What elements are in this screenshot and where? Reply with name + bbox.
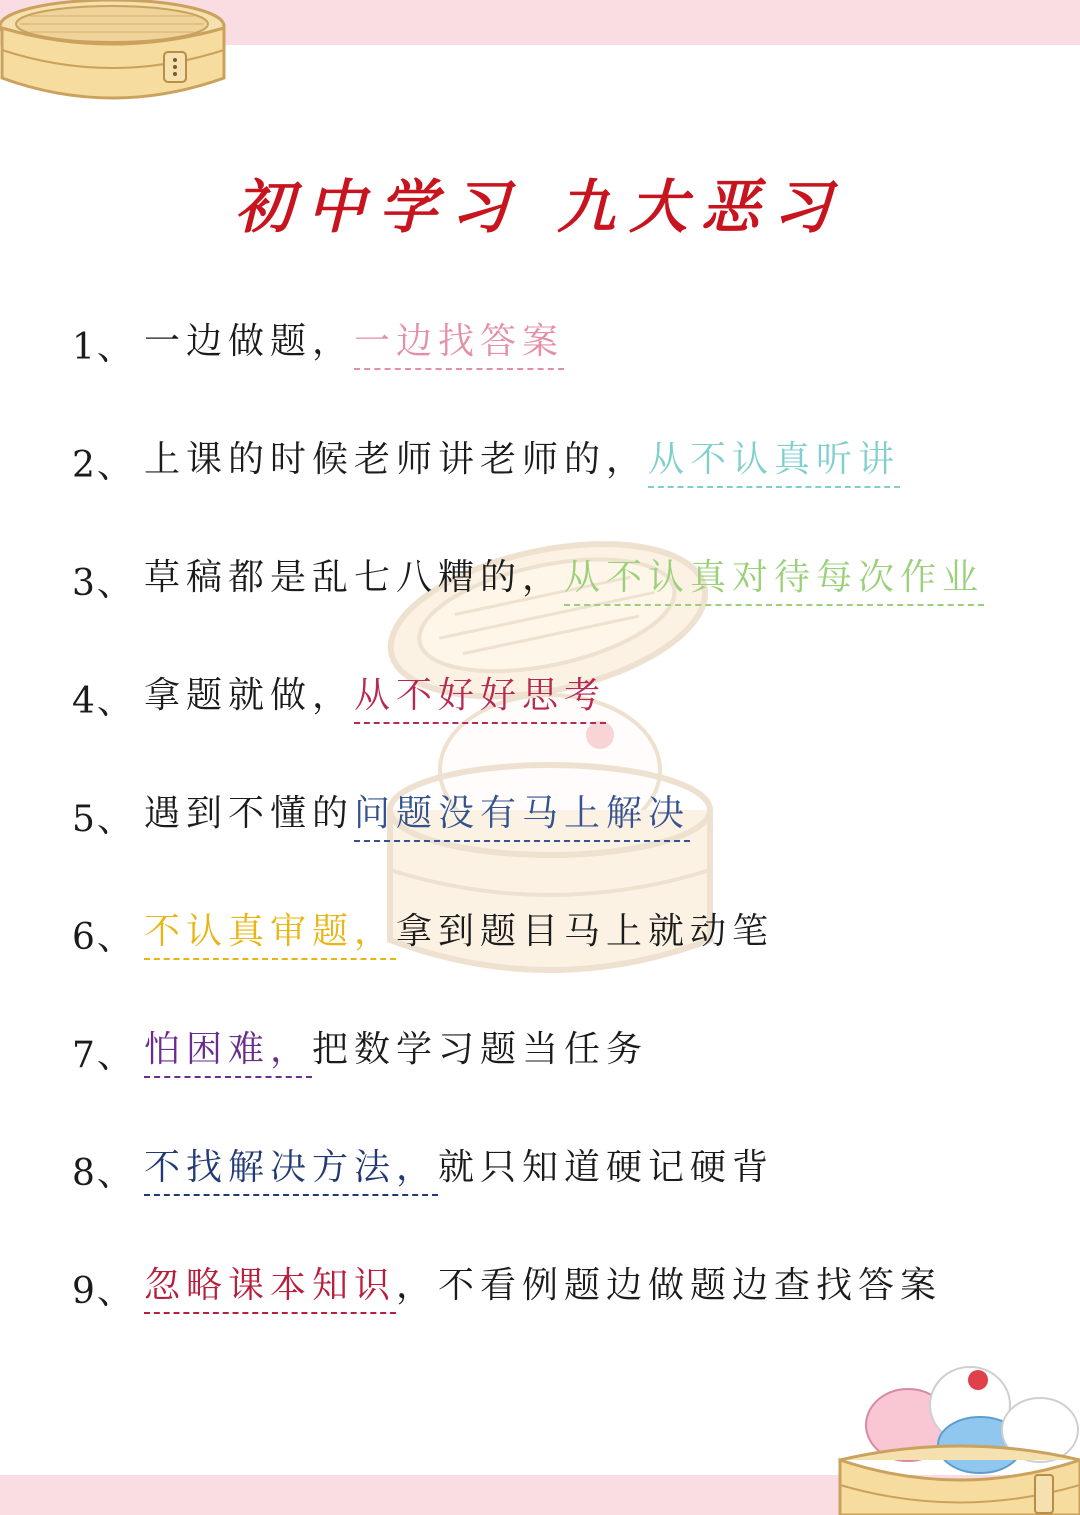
highlighted-phrase: 从不认真听讲 [648, 431, 900, 488]
highlighted-phrase: 不认真审题， [144, 903, 396, 960]
list-item [72, 654, 1032, 724]
item-text: 遇到不懂的 [144, 793, 355, 834]
list-item [72, 772, 1032, 842]
highlighted-phrase: 怕困难， [144, 1021, 312, 1078]
item-text: 拿题就做， [144, 675, 355, 716]
steamer-characters-icon [830, 1350, 1080, 1515]
list-item [72, 300, 1032, 370]
item-number: 3、 [72, 563, 135, 604]
item-number: 1、 [72, 327, 135, 368]
highlighted-phrase: 从不认真对待每次作业 [564, 549, 984, 606]
item-number: 9、 [72, 1271, 135, 1312]
highlighted-phrase: 一边找答案 [354, 313, 564, 370]
item-text: ，不看例题边做题边查找答案 [396, 1265, 943, 1306]
item-number: 8、 [72, 1153, 135, 1194]
highlighted-phrase: 从不好好思考 [354, 667, 606, 724]
item-number: 7、 [72, 1035, 135, 1076]
list-item [72, 1126, 1032, 1196]
list-item [72, 890, 1032, 960]
item-number: 6、 [72, 917, 135, 958]
item-text: 就只知道硬记硬背 [438, 1147, 775, 1188]
list-item [72, 536, 1032, 606]
item-text: 一边做题， [144, 321, 355, 362]
highlighted-phrase: 忽略课本知识 [144, 1257, 396, 1314]
highlighted-phrase: 问题没有马上解决 [354, 785, 690, 842]
item-text: 拿到题目马上就动笔 [396, 911, 775, 952]
page-title: 初中学习 九大恶习 [234, 173, 846, 241]
item-text: 把数学习题当任务 [312, 1029, 649, 1070]
item-number: 2、 [72, 445, 135, 486]
highlighted-phrase: 不找解决方法， [144, 1139, 438, 1196]
list-item [72, 1244, 1032, 1314]
bamboo-steamer-lid-icon [0, 0, 240, 110]
list-item [72, 418, 1032, 488]
item-number: 5、 [72, 799, 135, 840]
item-number: 4、 [72, 681, 135, 722]
list-item [72, 1008, 1032, 1078]
item-text: 上课的时候老师讲老师的， [144, 439, 649, 480]
item-text: 草稿都是乱七八糟的， [144, 557, 565, 598]
